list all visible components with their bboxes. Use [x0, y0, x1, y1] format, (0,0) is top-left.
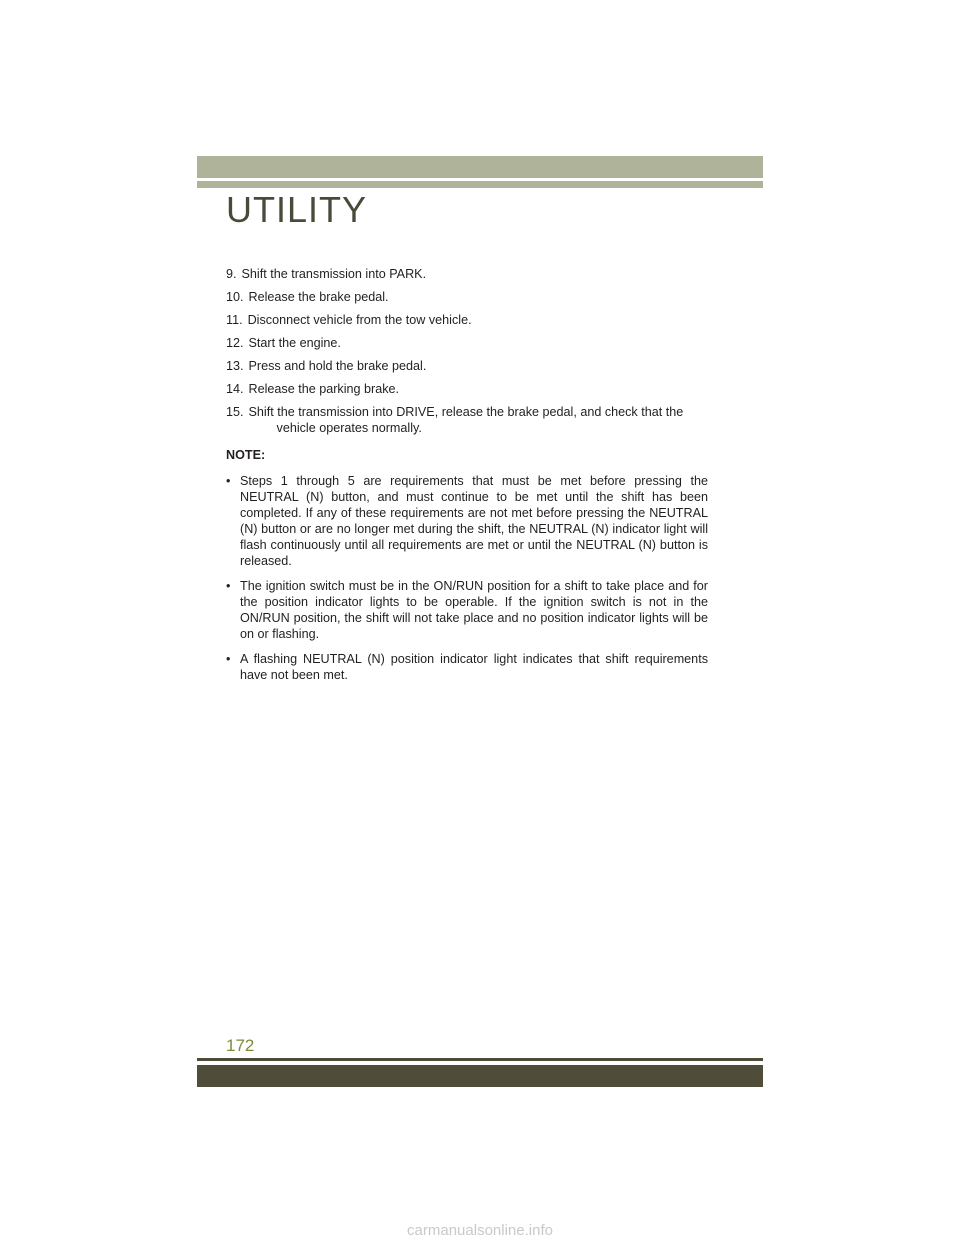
footer-divider	[197, 1058, 763, 1061]
bullet-text: Steps 1 through 5 are requirements that must be met before pressing the NEUTRAL (N) button, and must continue to be met until the shift has been completed. If any of these requirements are not met before pressing the NEUTRAL (N) button or are no longer met during the shift, the NEUTRAL (N) indicator light will flash continuously until all requirements are met or until the NEUTRAL (N) button is released.	[240, 474, 708, 568]
step-text: Start the engine.	[248, 336, 341, 350]
step-text: Press and hold the brake pedal.	[248, 359, 427, 373]
step-text: Disconnect vehicle from the tow vehicle.	[247, 313, 472, 327]
step-number: 12.	[226, 336, 244, 350]
header-bar	[197, 156, 763, 178]
bullet-text: A flashing NEUTRAL (N) position indicator light indicates that shift requirements have not been met.	[240, 652, 708, 682]
step-text-continuation: vehicle operates normally.	[276, 421, 422, 435]
list-item	[226, 266, 708, 282]
list-item	[226, 312, 708, 328]
step-text: Release the brake pedal.	[248, 290, 389, 304]
step-text: Release the parking brake.	[248, 382, 400, 396]
step-number: 11.	[226, 313, 243, 327]
step-text-line: Shift the transmission into DRIVE, release the brake pedal, and check that the	[248, 405, 684, 419]
page-content	[226, 266, 708, 692]
list-item	[226, 289, 708, 305]
note-label: NOTE:	[226, 448, 266, 462]
step-text	[249, 404, 708, 436]
step-number: 15.	[226, 405, 244, 419]
note-bullet	[226, 473, 708, 569]
step-number: 13.	[226, 359, 244, 373]
footer-bar	[197, 1065, 763, 1087]
watermark: carmanualsonline.info	[407, 1222, 553, 1239]
step-number: 9.	[226, 267, 237, 281]
bullet-symbol: •	[226, 579, 231, 593]
list-item	[226, 358, 708, 374]
step-number: 14.	[226, 382, 244, 396]
list-item	[226, 335, 708, 351]
step-text: Shift the transmission into PARK.	[241, 267, 427, 281]
header-divider	[197, 181, 763, 188]
bullet-text: The ignition switch must be in the ON/RUN position for a shift to take place and for the position indicator lights to be operable. If the ignition switch is not in the ON/RUN position, the shift will not take place and no position indicator lights will be on or flashing.	[240, 579, 708, 641]
bullet-symbol: •	[226, 474, 231, 488]
list-item	[226, 381, 708, 397]
bullet-symbol: •	[226, 652, 231, 666]
section-title: UTILITY	[226, 189, 368, 230]
note-bullet	[226, 651, 708, 683]
page-number: 172	[226, 1036, 255, 1055]
step-number: 10.	[226, 290, 244, 304]
list-item	[226, 404, 708, 436]
note-bullet	[226, 578, 708, 642]
